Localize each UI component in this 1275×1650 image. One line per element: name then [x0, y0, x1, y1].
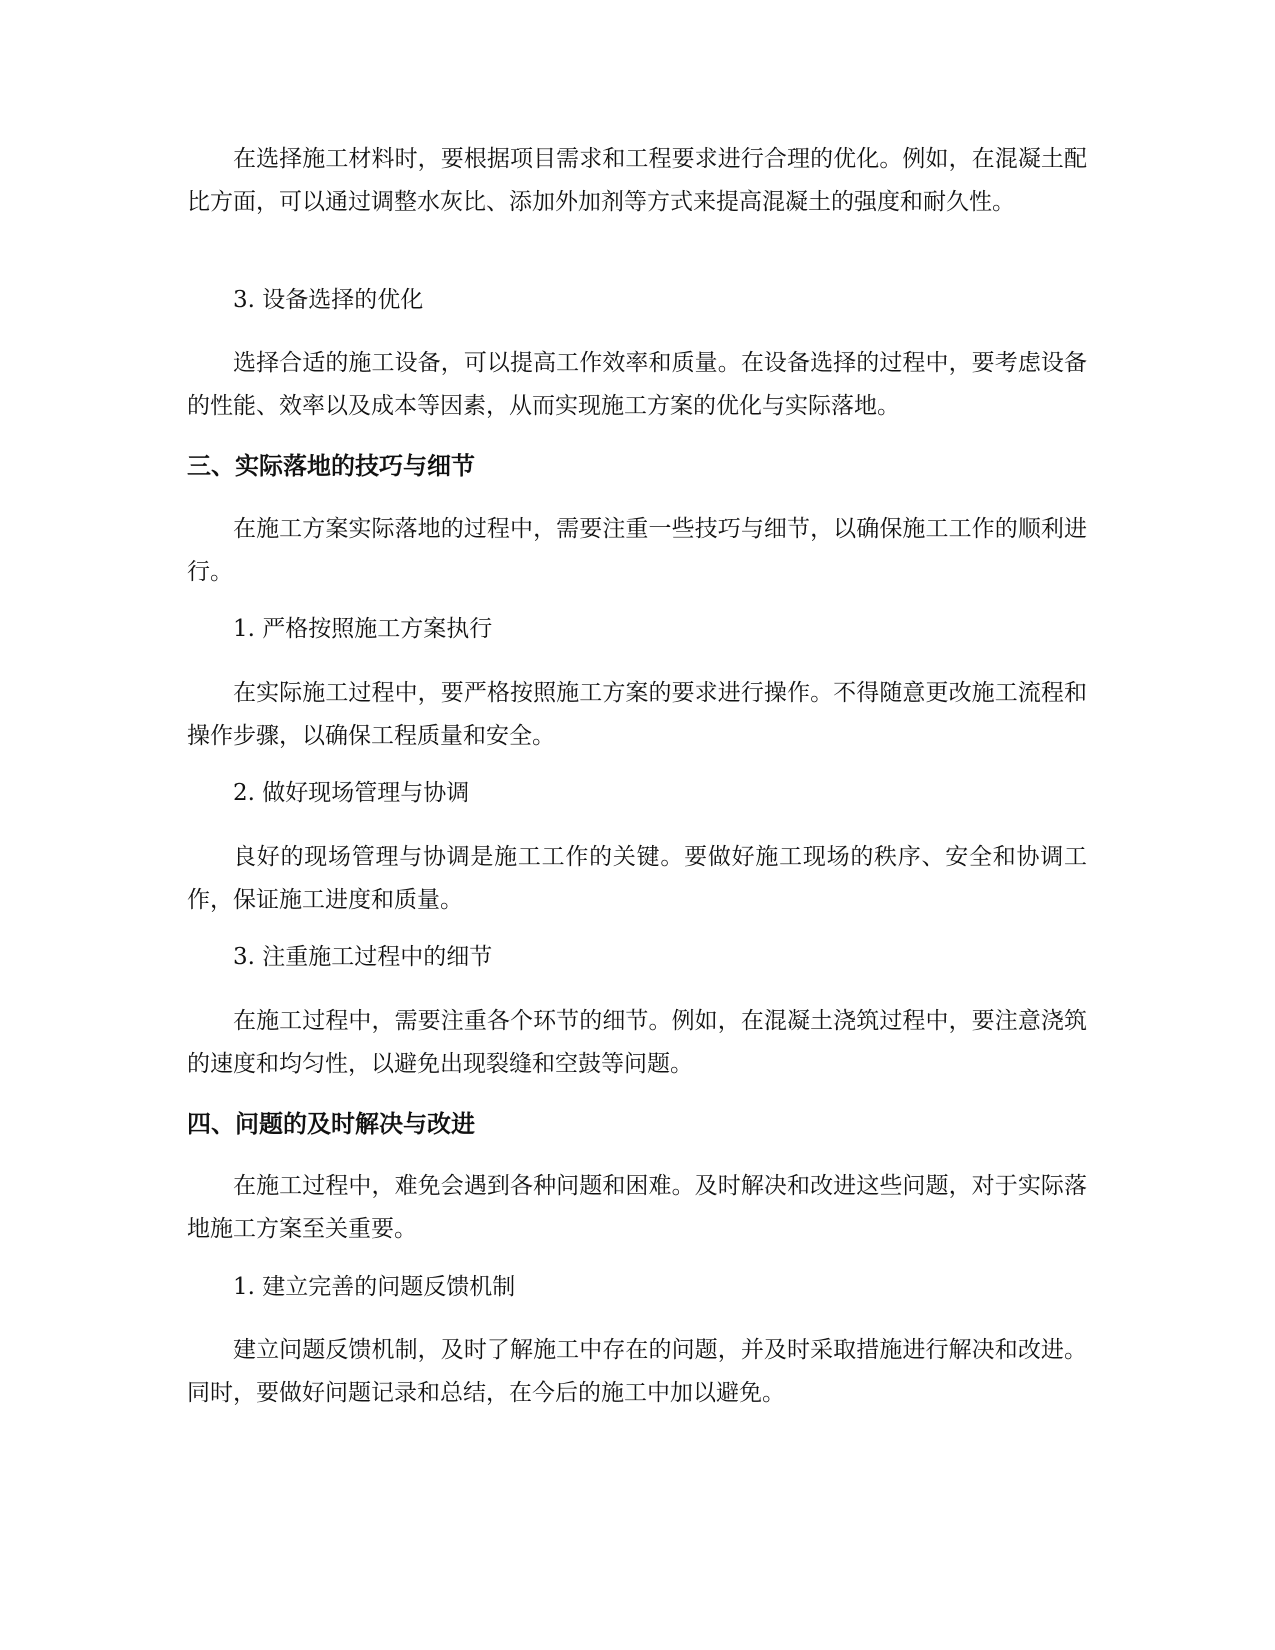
subheading-process-details: 3. 注重施工过程中的细节	[233, 944, 493, 970]
paragraph-problem-solving-intro: 在施工过程中，难免会遇到各种问题和困难。及时解决和改进这些问题，对于实际落地施工方案至关重要。	[187, 1173, 1087, 1242]
paragraph-materials-optimization: 在选择施工材料时，要根据项目需求和工程要求进行合理的优化。例如，在混凝土配比方面，可以通过调整水灰比、添加外加剂等方式来提高混凝土的强度和耐久性。	[187, 146, 1087, 215]
paragraph-implementation-intro: 在施工方案实际落地的过程中，需要注重一些技巧与细节，以确保施工工作的顺利进行。	[187, 516, 1087, 585]
paragraph-site-management: 良好的现场管理与协调是施工工作的关键。要做好施工现场的秩序、安全和协调工作，保证施工进度和质量。	[187, 844, 1087, 913]
paragraph-follow-plan: 在实际施工过程中，要严格按照施工方案的要求进行操作。不得随意更改施工流程和操作步骤，以确保工程质量和安全。	[187, 680, 1087, 749]
section-heading-problem-solving: 四、问题的及时解决与改进	[187, 1110, 475, 1138]
subheading-site-management: 2. 做好现场管理与协调	[233, 780, 470, 806]
paragraph-process-details: 在施工过程中，需要注重各个环节的细节。例如，在混凝土浇筑过程中，要注意浇筑的速度和均匀性，以避免出现裂缝和空鼓等问题。	[187, 1008, 1087, 1077]
subheading-follow-plan: 1. 严格按照施工方案执行	[233, 616, 493, 642]
paragraph-feedback-mechanism: 建立问题反馈机制，及时了解施工中存在的问题，并及时采取措施进行解决和改进。同时，要做好问题记录和总结，在今后的施工中加以避免。	[187, 1337, 1087, 1406]
subheading-feedback-mechanism: 1. 建立完善的问题反馈机制	[233, 1274, 516, 1300]
subheading-equipment-selection: 3. 设备选择的优化	[233, 287, 424, 313]
section-heading-implementation: 三、实际落地的技巧与细节	[187, 452, 475, 480]
paragraph-equipment-selection: 选择合适的施工设备，可以提高工作效率和质量。在设备选择的过程中，要考虑设备的性能、效率以及成本等因素，从而实现施工方案的优化与实际落地。	[187, 350, 1087, 419]
